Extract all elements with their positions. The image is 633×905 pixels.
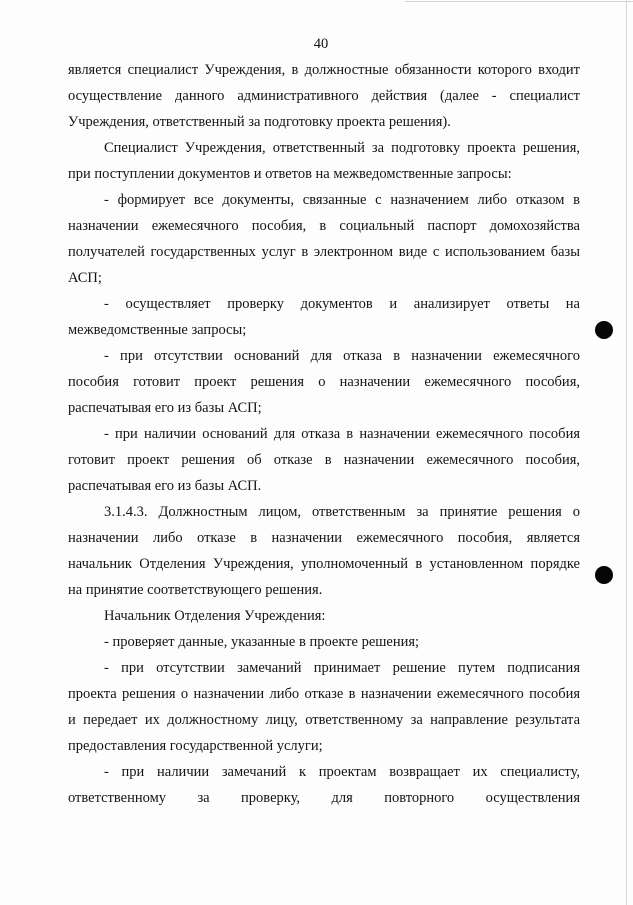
scan-edge-line-top: [405, 1, 633, 2]
list-item-returns-projects: [68, 759, 580, 811]
list-item-no-grounds-for-refusal: [68, 343, 580, 421]
text-line: начальник Отделения Учреждения, уполномоченный в установленном порядке: [68, 556, 580, 572]
section-3-1-4-3: [68, 499, 580, 603]
text-line: при поступлении документов и ответов на межведомственные запросы:: [68, 166, 512, 182]
text-line: на принятие соответствующего решения.: [68, 582, 323, 598]
text-line: Начальник Отделения Учреждения:: [104, 608, 326, 624]
text-line: распечатывая его из базы АСП;: [68, 400, 262, 416]
list-item-checks-documents: [68, 291, 580, 343]
text-line: - проверяет данные, указанные в проекте решения;: [104, 634, 420, 650]
text-line: пособия готовит проект решения о назначении ежемесячного пособия,: [68, 374, 580, 390]
text-line: 3.1.4.3. Должностным лицом, ответственным за принятие решения о: [104, 504, 580, 520]
text-line: получателей государственных услуг в электронном виде с использованием базы: [68, 244, 580, 260]
text-line: назначении ежемесячного пособия, в социальный паспорт домохозяйства: [68, 218, 580, 234]
list-item-forms-documents: [68, 187, 580, 291]
text-line: осуществление данного административного действия (далее - специалист: [68, 88, 580, 104]
page-number: 40: [313, 36, 329, 52]
text-line: предоставления государственной услуги;: [68, 738, 323, 754]
paragraph-head-of-department: [68, 603, 580, 629]
text-line: проекта решения о назначении либо отказе в назначении ежемесячного пособия: [68, 686, 580, 702]
text-line: Учреждения, ответственный за подготовку проекта решения).: [68, 114, 451, 130]
text-line: распечатывая его из базы АСП.: [68, 478, 262, 494]
paragraph-specialist-intro: [68, 135, 580, 187]
punch-hole: [595, 321, 613, 339]
punch-hole: [595, 566, 613, 584]
list-item-grounds-for-refusal: [68, 421, 580, 499]
text-line: является специалист Учреждения, в должностные обязанности которого входит: [68, 62, 580, 78]
text-line: Специалист Учреждения, ответственный за подготовку проекта решения,: [104, 140, 580, 156]
text-line: и передает их должностному лицу, ответственному за направление результата: [68, 712, 580, 728]
list-item-verifies-data: [68, 629, 580, 655]
page-body: [68, 57, 580, 811]
text-line: - при отсутствии замечаний принимает решение путем подписания: [104, 660, 580, 676]
text-line: - при отсутствии оснований для отказа в назначении ежемесячного: [104, 348, 580, 364]
text-line: готовит проект решения об отказе в назначении ежемесячного пособия,: [68, 452, 580, 468]
text-line: назначении либо отказе в назначении ежемесячного пособия, является: [68, 530, 580, 546]
text-line: - при наличии замечаний к проектам возвращает их специалисту,: [104, 764, 580, 780]
text-line: - формирует все документы, связанные с назначением либо отказом в: [104, 192, 580, 208]
list-item-signs-decision: [68, 655, 580, 759]
text-line: межведомственные запросы;: [68, 322, 247, 338]
text-line: ответственному за проверку, для повторного осуществления: [68, 790, 580, 806]
text-line: - осуществляет проверку документов и анализирует ответы на: [104, 296, 580, 312]
text-line: АСП;: [68, 270, 102, 286]
text-line: - при наличии оснований для отказа в назначении ежемесячного пособия: [104, 426, 580, 442]
scan-edge-line-right: [626, 0, 627, 905]
paragraph-continued: [68, 57, 580, 135]
